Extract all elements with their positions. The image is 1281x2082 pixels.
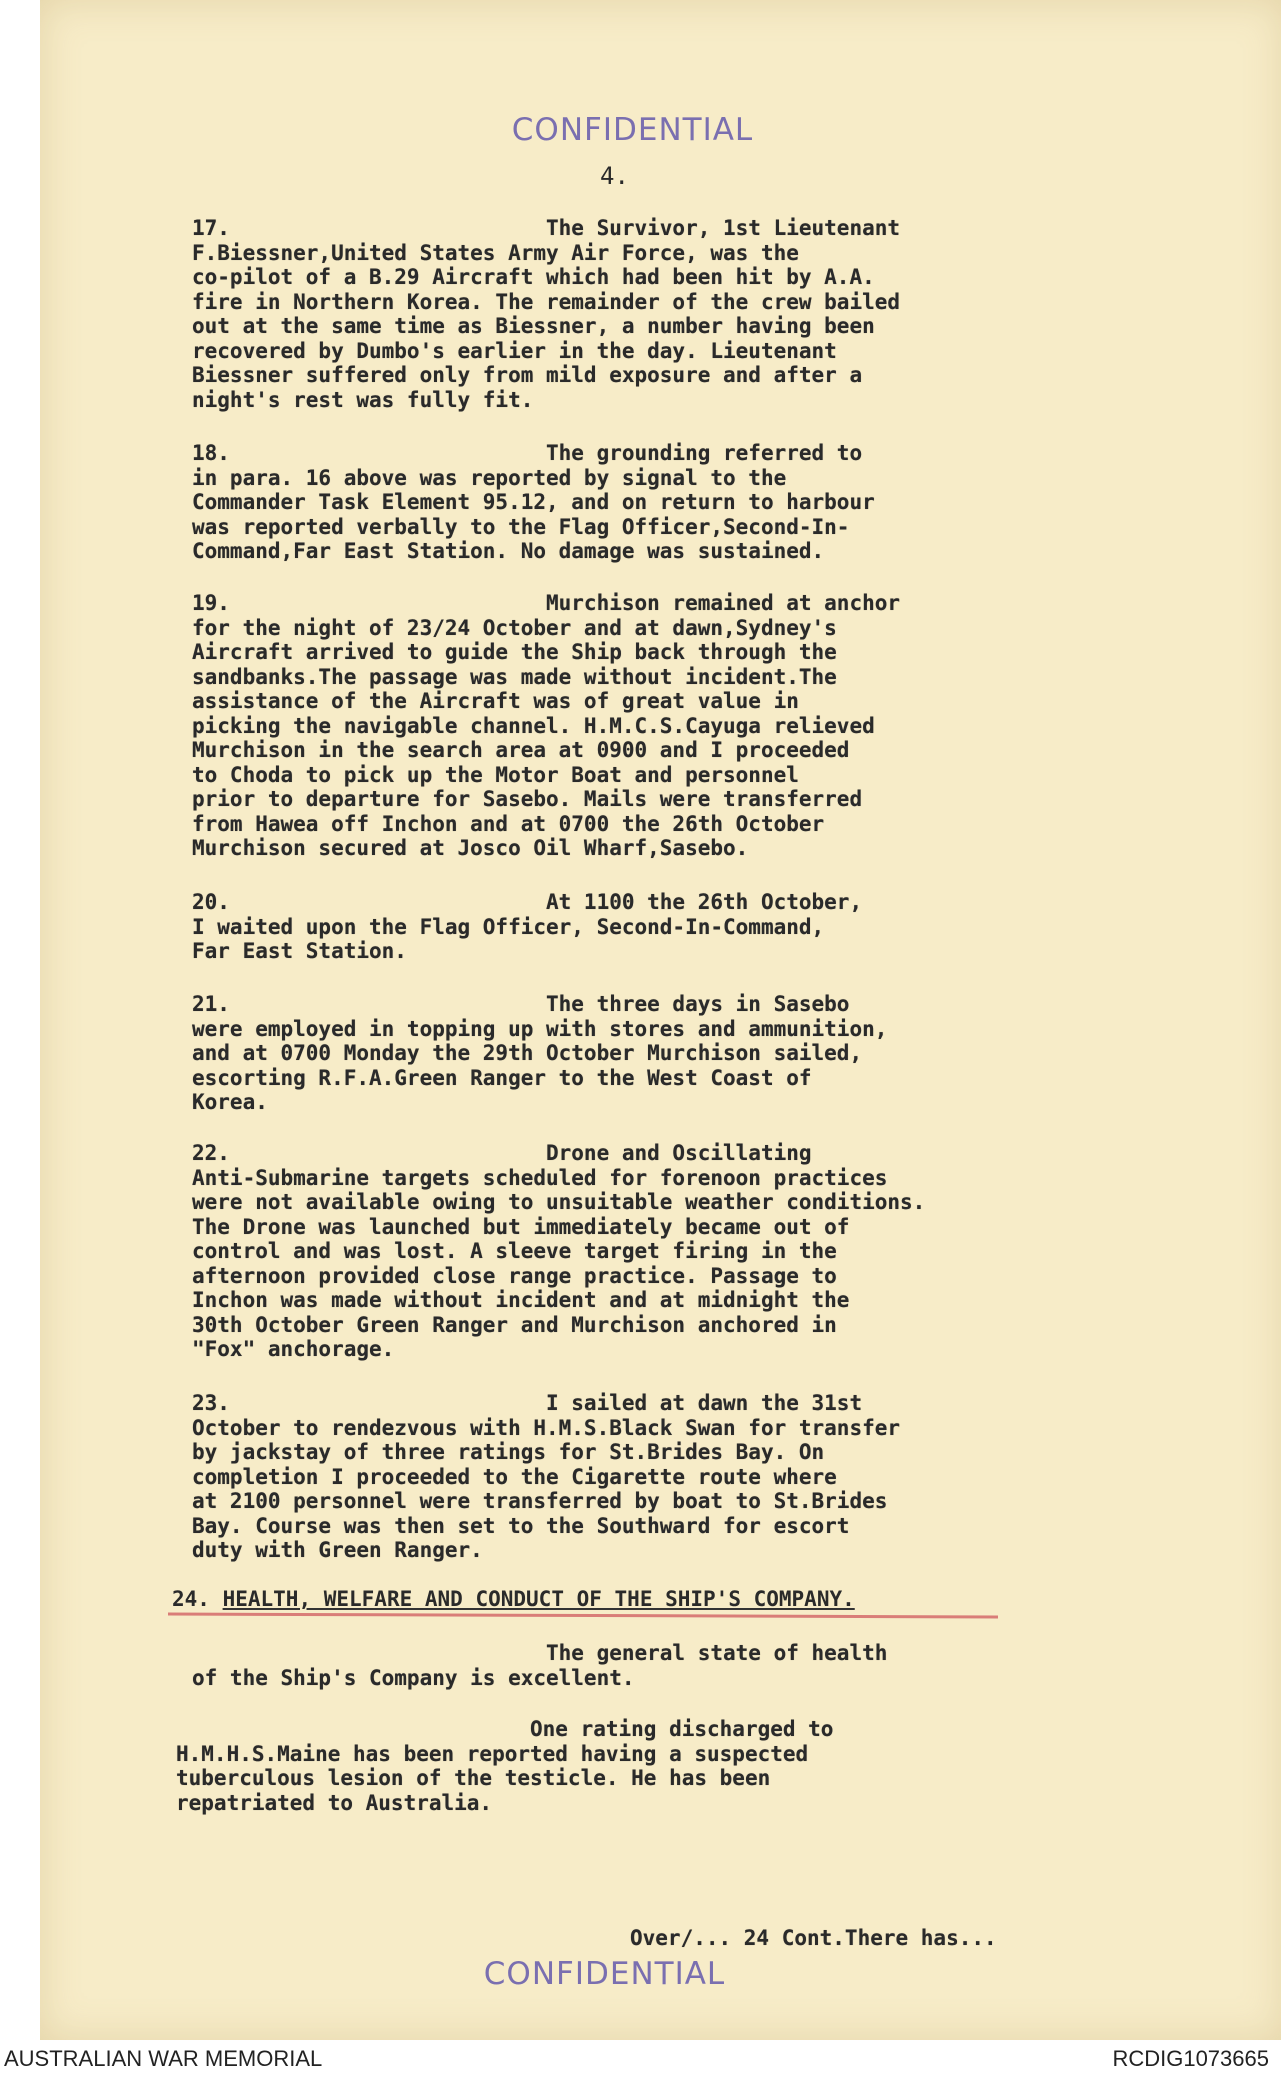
confidential-stamp-top: CONFIDENTIAL xyxy=(511,112,754,148)
footer-archive-name: AUSTRALIAN WAR MEMORIAL xyxy=(4,2046,323,2071)
section-title: HEALTH, WELFARE AND CONDUCT OF THE SHIP'S COMPANY. xyxy=(222,1587,855,1611)
confidential-stamp-bottom: CONFIDENTIAL xyxy=(483,1956,726,1992)
continuation-note: Over/... 24 Cont.There has... xyxy=(630,1926,997,1950)
paragraph-22: 22. Drone and Oscillating Anti-Submarine targets scheduled for forenoon practices were not available owing to unsuitable weather conditions. The Drone was launched but immediately became out of control and was lost. A sleeve target firing in the afternoon provided close range practice. Passage to Inchon was made without incident and at midnight the 30th October Green Ranger and Murchison anchored in "Fox" anchorage. xyxy=(192,1141,926,1361)
paragraph-20: 20. At 1100 the 26th October, I waited upon the Flag Officer, Second-In-Command, Far East Station. xyxy=(192,890,863,963)
paragraph-19: 19. Murchison remained at anchor for the night of 23/24 October and at dawn,Sydney's Aircraft arrived to guide the Ship back through the sandbanks.The passage was made without incident.The assistance of the Aircraft was of great value in picking the navigable channel. H.M.C.S.Cayuga relieved Murchison in the search area at 0900 and I proceeded to Choda to pick up the Motor Boat and personnel prior to departure for Sasebo. Mails were transferred from Hawea off Inchon and at 0700 the 26th October Murchison secured at Josco Oil Wharf,Sasebo. xyxy=(192,591,901,860)
paragraph-18: 18. The grounding referred to in para. 16 above was reported by signal to the Commander Task Element 95.12, and on return to harbour was reported verbally to the Flag Officer,Second-In- Command,Far East Station. No damage was sustained. xyxy=(192,441,875,563)
paragraph-17: 17. The Survivor, 1st Lieutenant F.Biessner,United States Army Air Force, was the co-pilot of a B.29 Aircraft which had been hit by A.A. fire in Northern Korea. The remainder of the crew bailed out at the same time as Biessner, a number having been recovered by Dumbo's earlier in the day. Lieutenant Biessner suffered only from mild exposure and after a night's rest was fully fit. xyxy=(192,216,901,412)
health-paragraph-1: The general state of health of the Ship's Company is excellent. xyxy=(192,1641,888,1690)
health-paragraph-2: One rating discharged to H.M.H.S.Maine has been reported having a suspected tuberculous lesion of the testicle. He has been repatriated to Australia. xyxy=(176,1717,834,1815)
page-number: 4. xyxy=(600,162,629,190)
section-number: 24. xyxy=(172,1587,210,1611)
footer-record-id: RCDIG1073665 xyxy=(1112,2046,1269,2071)
paragraph-21: 21. The three days in Sasebo were employed in topping up with stores and ammunition, and at 0700 Monday the 29th October Murchison sailed, escorting R.F.A.Green Ranger to the West Coast of Korea. xyxy=(192,992,888,1114)
paragraph-23: 23. I sailed at dawn the 31st October to rendezvous with H.M.S.Black Swan for transfer by jackstay of three ratings for St.Brides Bay. On completion I proceeded to the Cigarette route where at 2100 personnel were transferred by boat to St.Brides Bay. Course was then set to the Southward for escort duty with Green Ranger. xyxy=(192,1391,901,1562)
section-heading-24 xyxy=(172,1587,855,1611)
